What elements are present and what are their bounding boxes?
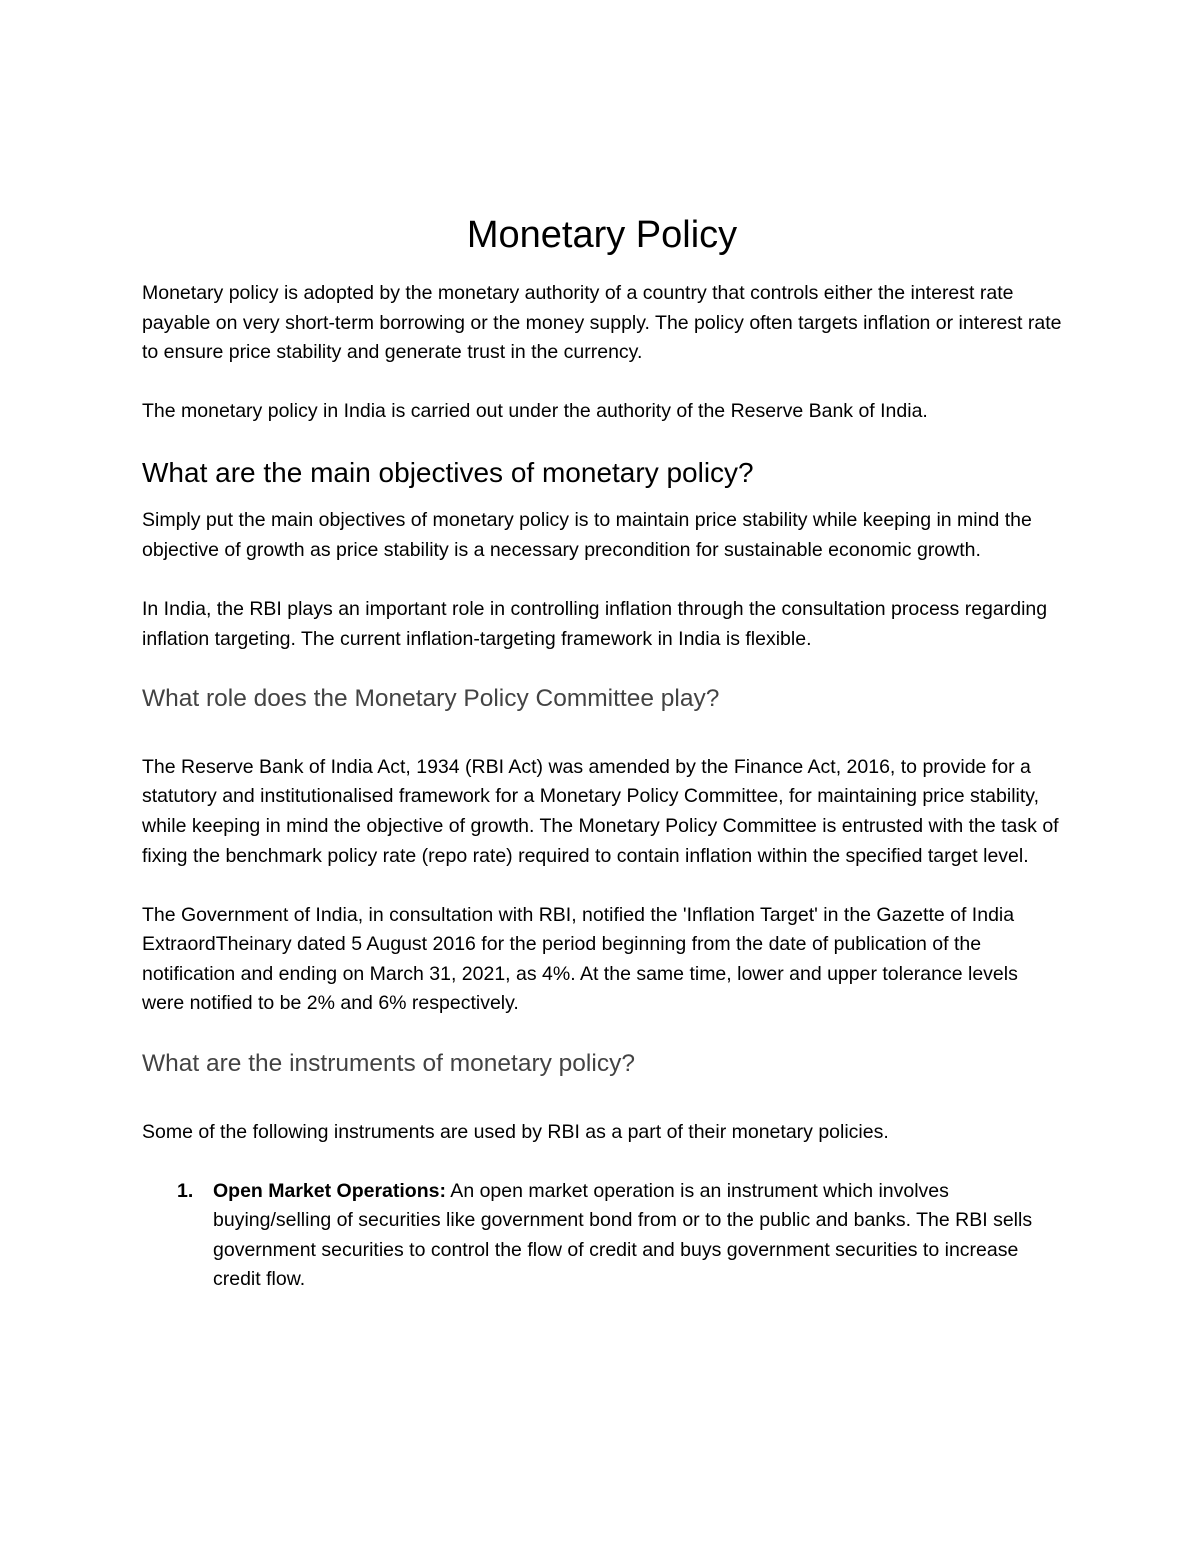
intro-paragraph: Monetary policy is adopted by the monetary authority of a country that controls either the interest rate payable on very short-term borrowing or the money supply. The policy often targets inflation or interest rate to ensure price stability and generate trust in the currency. (142, 282, 1062, 364)
objectives-heading: What are the main objectives of monetary policy? (142, 457, 754, 489)
list-item-text: An open market operation is an instrument which involves buying/selling of securities like government bond from or to the public and banks. The RBI sells government securities to control the flow of credit and buys government securities to increase credit flow. (213, 1179, 1033, 1291)
inflation-target-paragraph: The Government of India, in consultation with RBI, notified the 'Inflation Target' in the Gazette of India ExtraordTheinary dated 5 August 2016 for the period beginning from the date of publication of the notification and ending on March 31, 2021, as 4%. At the same time, lower and upper tolerance levels were notified to be 2% and 6% respectively. (142, 903, 1018, 1015)
instruments-list (142, 1177, 1062, 1295)
committee-paragraph: The Reserve Bank of India Act, 1934 (RBI Act) was amended by the Finance Act, 2016, to provide for a statutory and institutionalised framework for a Monetary Policy Committee, for maintaining price stability, while keeping in mind the objective of growth. The Monetary Policy Committee is entrusted with the task of fixing the benchmark policy rate (repo rate) required to contain inflation within the specified target level. (142, 755, 1059, 867)
list-item-number: 1. (177, 1179, 194, 1202)
objectives-paragraph: Simply put the main objectives of monetary policy is to maintain price stability while keeping in mind the objective of growth as price stability is a necessary precondition for sustainable economic growth. (142, 509, 1032, 561)
instruments-intro-paragraph: Some of the following instruments are used by RBI as a part of their monetary policies. (142, 1120, 889, 1143)
page-title: Monetary Policy (466, 214, 738, 256)
committee-heading: What role does the Monetary Policy Committee play? (142, 684, 720, 712)
list-item (142, 1177, 1062, 1295)
intro-paragraph-india: The monetary policy in India is carried out under the authority of the Reserve Bank of India. (142, 400, 928, 423)
list-item-term: Open Market Operations: (213, 1179, 446, 1202)
instruments-heading: What are the instruments of monetary policy? (142, 1049, 635, 1077)
document-body (142, 212, 1062, 1295)
objectives-paragraph-rbi: In India, the RBI plays an important role in controlling inflation through the consultation process regarding inflation targeting. The current inflation-targeting framework in India is flexible. (142, 598, 1048, 650)
